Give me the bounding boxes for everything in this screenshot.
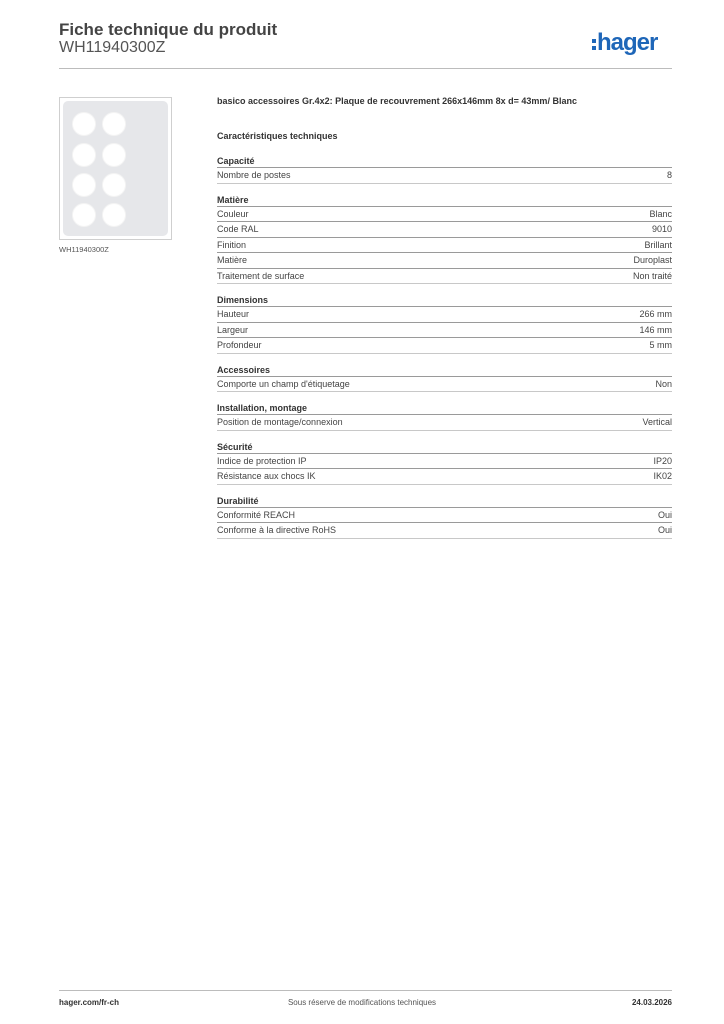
spec-label: Traitement de surface [217,270,305,281]
spec-row [217,207,672,223]
logo-text: hager [597,29,658,56]
product-image [59,97,172,240]
footer-divider [59,990,672,991]
spec-value: Oui [657,509,672,520]
spec-row [217,523,672,539]
logo-dots-icon [592,39,596,50]
spec-row [217,508,672,524]
spec-section [217,155,672,184]
socket-hole [73,113,95,135]
spec-row [217,415,672,431]
spec-label: Matière [217,255,248,265]
socket-hole [103,113,125,135]
spec-label: Conformité REACH [217,509,296,520]
socket-hole [103,204,125,226]
spec-value: Non traité [632,270,672,281]
spec-value: Blanc [649,208,672,219]
product-code: WH11940300Z [59,39,166,56]
spec-row [217,469,672,485]
specs-heading: Caractéristiques techniques [217,131,338,141]
spec-section [217,495,672,539]
spec-section [217,364,672,393]
socket-hole [103,174,125,196]
spec-label: Largeur [217,324,249,335]
section-title: Matière [217,194,672,207]
footer-disclaimer: Sous réserve de modifications techniques [287,998,437,1007]
spec-label: Résistance aux chocs IK [217,471,316,481]
spec-label: Indice de protection IP [217,455,307,466]
page-title: Fiche technique du produit [59,20,278,39]
spec-label: Comporte un champ d'étiquetage [217,378,350,389]
section-title: Capacité [217,155,672,168]
spec-label: Conforme à la directive RoHS [217,525,337,535]
footer-website: hager.com/fr-ch [59,998,120,1007]
socket-hole [73,144,95,166]
spec-section [217,441,672,485]
spec-label: Couleur [217,208,249,219]
spec-value: 5 mm [649,340,672,350]
spec-value: 266 mm [639,309,672,319]
image-caption: WH11940300Z [59,245,109,254]
footer-date: 24.03.2026 [631,998,672,1007]
spec-row [217,253,672,269]
spec-row [217,307,672,323]
cover-plate-8-holes-image [63,101,168,236]
spec-value: Brillant [644,239,672,250]
section-title: Dimensions [217,294,672,307]
spec-row [217,168,672,184]
socket-hole [103,144,125,166]
spec-section [217,294,672,354]
spec-value: 8 [666,170,672,180]
spec-row [217,238,672,254]
spec-label: Hauteur [217,309,250,319]
specs-table [217,155,672,549]
spec-row [217,338,672,354]
spec-section [217,402,672,431]
spec-label: Nombre de postes [217,170,291,180]
spec-label: Position de montage/connexion [217,417,343,427]
spec-row [217,377,672,393]
section-title: Accessoires [217,364,672,377]
spec-value: Duroplast [633,255,672,265]
spec-section [217,194,672,285]
spec-row [217,222,672,238]
spec-value: Oui [657,525,672,535]
spec-row [217,454,672,470]
spec-value: IP20 [653,455,672,466]
spec-row [217,323,672,339]
socket-hole [73,204,95,226]
spec-row [217,269,672,285]
section-title: Sécurité [217,441,672,454]
spec-label: Profondeur [217,340,262,350]
spec-value: Non [655,378,672,389]
spec-label: Code RAL [217,224,259,234]
spec-value: 9010 [651,224,672,234]
section-title: Durabilité [217,495,672,508]
socket-hole [73,174,95,196]
spec-value: 146 mm [639,324,672,335]
spec-value: IK02 [653,471,672,481]
spec-value: Vertical [642,417,672,427]
header-divider [59,68,672,69]
hager-logo [592,27,657,59]
spec-label: Finition [217,239,247,250]
section-title: Installation, montage [217,402,672,415]
product-description: basico accessoires Gr.4x2: Plaque de recouvrement 266x146mm 8x d= 43mm/ Blanc [217,96,577,106]
